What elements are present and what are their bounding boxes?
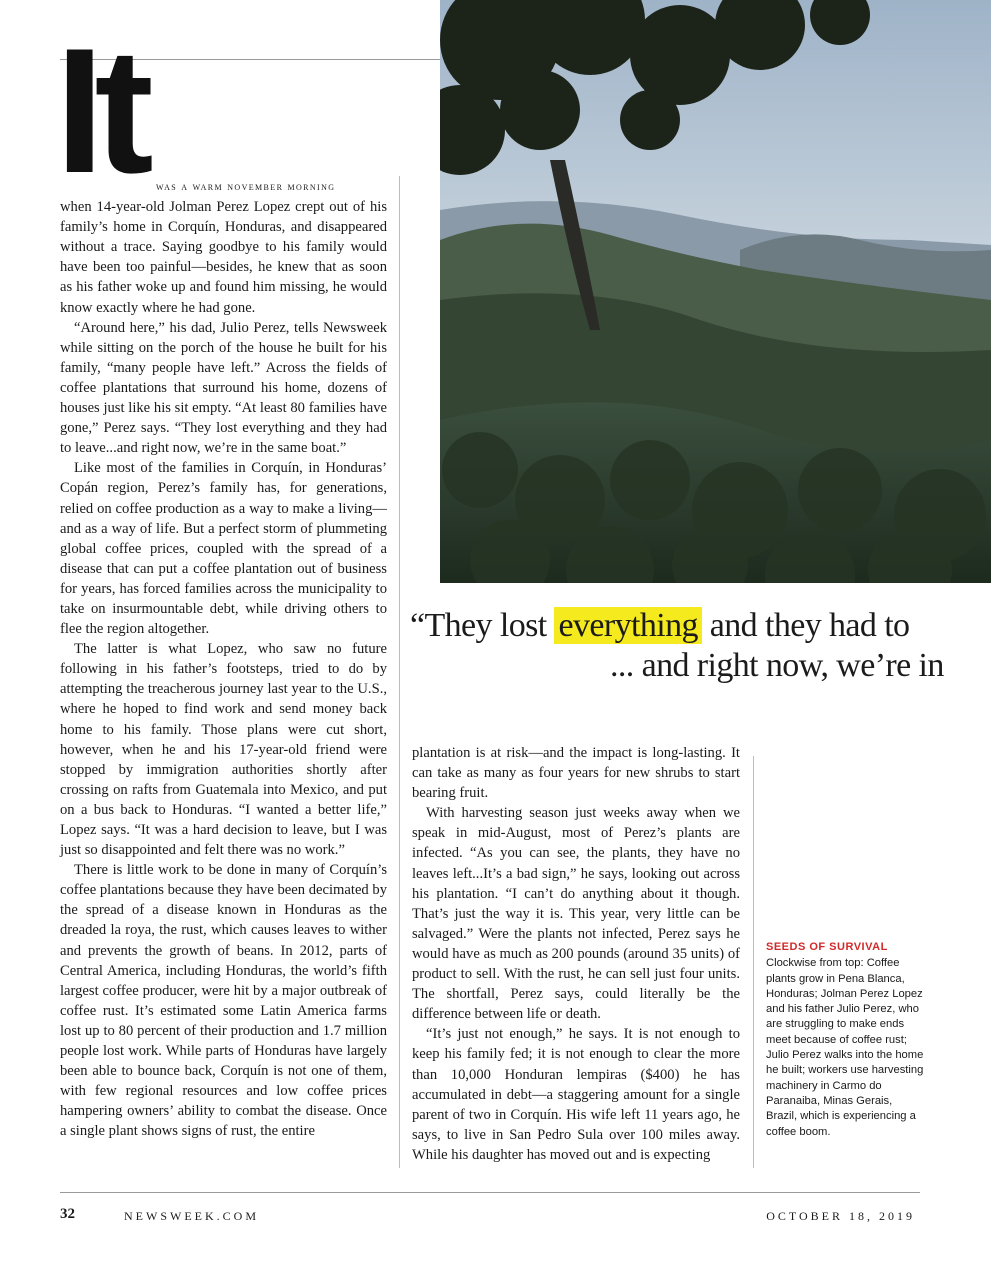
paragraph: “It’s just not enough,” he says. It is not enough to keep his family fed; it is not enough to clear the more than 10,000 Honduran lempiras ($400) he has accumulated in debt—a staggering amount for a single parent of two in Corquín. His wife left 11 years ago, he says, to live in San Pedro Sula over 100 miles away. While his daughter has moved out and is expecting: [412, 1026, 740, 1163]
caption-text: Clockwise from top: Coffee plants grow in Pena Blanca, Honduras; Jolman Perez Lopez and his father Julio Perez, who are struggling to make ends meet because of coffee rust; Julio Perez walks into the home he built; workers use harvesting machinery in Carmo do Paranaiba, Minas Gerais, Brazil, which is experiencing a coffee boom.: [766, 957, 924, 1138]
coffee-plantation-photo: [440, 0, 991, 583]
footer-rule: [60, 1192, 920, 1193]
article-column-2: [412, 743, 740, 1165]
paragraph: The latter is what Lopez, who saw no future following in his father’s footsteps, tried to do by attempting the treacherous journey last year to the U.S., where he hoped to find work and send money back home to his family. Those plans were cut short, however, when he and his 17-year-old friend were stopped by immigration authorities shortly after crossing on rafts from Guatemala into Mexico, and put on a bus back to Honduras. “I wanted a better life,” Lopez says. “It was a hard decision to leave, but I was just so disappointed and felt there was no work.”: [60, 641, 387, 859]
lead-in: was a warm november morning: [156, 181, 336, 193]
caption-title: SEEDS OF SURVIVAL: [766, 941, 888, 953]
page-number: 32: [60, 1206, 75, 1222]
highlighted-word: everything: [554, 607, 701, 644]
photo-caption: [766, 940, 926, 1140]
paragraph: “Around here,” his dad, Julio Perez, tells Newsweek while sitting on the porch of the house he built for his family, “many people have left.” Across the fields of coffee plantations that surround his home, dozens of houses just like his sit empty. “At least 80 families have gone,” Perez says. “They lost everything and they had to leave...and right now, we’re in the same boat.”: [60, 319, 387, 457]
column-divider: [399, 176, 400, 1168]
paragraph: With harvesting season just weeks away when we speak in mid-August, most of Perez’s plants are infected. “As you can see, the plants, they have no leaves left...It’s a bad sign,” he says, looking out across his plantation. “I can’t do anything about it though. That’s just the way it is. This year, very little can be salvaged.” Were the plants not infected, Perez says he would have as much as 200 pounds (around 35 units) of product to sell. With the rust, he can sell just four units. The shortfall, Perez says, could literally be the difference between life or death.: [412, 805, 740, 1023]
pull-quote: [410, 606, 991, 686]
column-divider: [753, 756, 754, 1168]
paragraph: was a warm november morning when 14-year-old Jolman Perez Lopez crept out of his family’s home in Corquín, Honduras, and disappeared without a trace. Saying goodbye to his family would have been too painful—besides, he knew that as soon as his father woke up and found him missing, he would know exactly where he had gone.: [60, 181, 387, 316]
paragraph: plantation is at risk—and the impact is long-lasting. It can take as many as four years for new shrubs to start bearing fruit.: [412, 745, 740, 802]
pull-quote-line-2: ... and right now, we’re in: [610, 647, 944, 684]
article-column-1: [60, 176, 387, 1142]
drop-cap: It: [55, 11, 144, 210]
issue-date: OCTOBER 18, 2019: [766, 1209, 915, 1223]
paragraph: There is little work to be done in many of Corquín’s coffee plantations because they have been decimated by the spread of a disease known in Honduras as the dreaded la roya, the rust, which causes leaves to wither and prevents the growth of beans. In 2012, parts of Central America, including Honduras, the world’s fifth largest coffee producer, were hit by a major outbreak of coffee rust. It’s estimated some Latin America farms lost up to 80 percent of their production and 1.7 million people lost work. While parts of Honduras have largely been able to bounce back, Corquín is not one of them, with few regional resources and low coffee prices hampering owners’ ability to combat the disease. Once a single plant shows signs of rust, the entire: [60, 862, 387, 1140]
paragraph: Like most of the families in Corquín, in Honduras’ Copán region, Perez’s family has, for generations, relied on coffee production as a way to make a living—and as a way of life. But a perfect storm of plummeting global coffee prices, coupled with the spread of a disease that can put a coffee plantation out of business for years, has forced families across the municipality to take on insurmountable debt, while driving others to flee the region altogether.: [60, 460, 387, 638]
site-name: NEWSWEEK.COM: [124, 1209, 259, 1223]
pull-quote-line-1: “They lost everything and they had to: [410, 607, 910, 644]
